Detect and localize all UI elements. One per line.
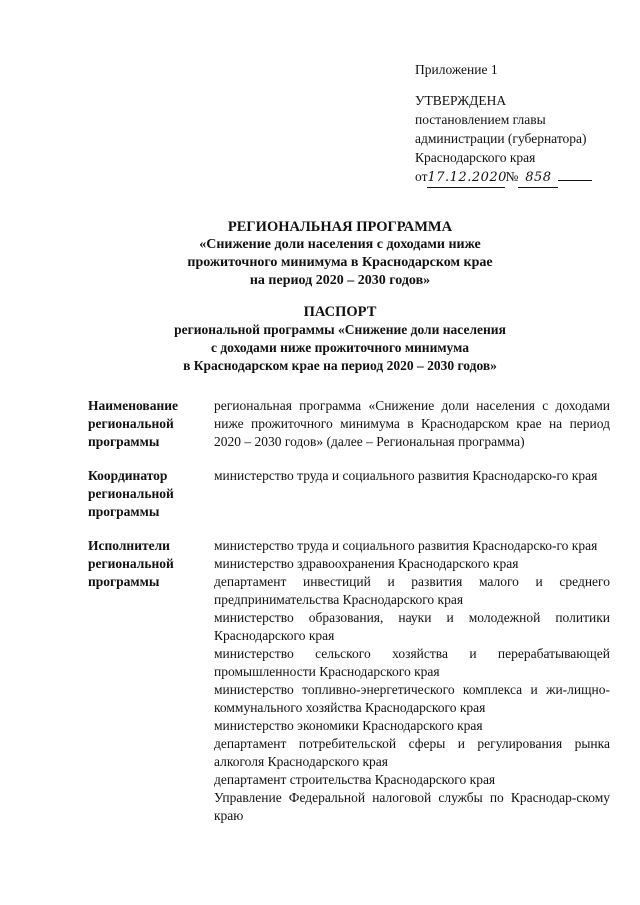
- handwritten-date: 17.12.2020: [427, 168, 505, 188]
- row-label-program-name: Наименование региональной программы: [88, 398, 178, 449]
- appendix-label: Приложение 1: [415, 62, 498, 77]
- number-underline: [558, 168, 592, 181]
- program-title: [40, 218, 640, 290]
- number-label: №: [505, 169, 519, 184]
- approval-line-3: Краснодарского края: [415, 150, 536, 165]
- executor-item: министерство образования, науки и молодежной политики Краснодарского края: [214, 610, 610, 643]
- approval-line-2: администрации (губернатора): [415, 131, 587, 146]
- executor-item: департамент инвестиций и развития малого и среднего предпринимательства Краснодарского края: [214, 574, 610, 607]
- executors-list: [206, 537, 610, 825]
- row-label-coordinator: Координатор региональной программы: [88, 468, 174, 519]
- executor-item: министерство труда и социального развития Краснодарско-го края: [214, 538, 598, 553]
- passport-sub-line-2: с доходами ниже прожиточного минимума: [210, 340, 469, 355]
- executor-item: департамент потребительской сферы и регулирования рынка алкоголя Краснодарского края: [214, 736, 610, 769]
- row-program-name: [88, 397, 610, 451]
- row-label-executors: Исполнители региональной программы: [88, 538, 174, 589]
- handwritten-number: 858: [518, 168, 558, 188]
- passport-table: [88, 397, 610, 841]
- executor-item: Управление Федеральной налоговой службы по Краснодар-скому краю: [214, 790, 610, 823]
- approval-block: [415, 60, 615, 188]
- program-name-line-1: «Снижение доли населения с доходами ниже: [199, 237, 481, 252]
- program-name-line-2: прожиточного минимума в Краснодарском крае: [187, 255, 493, 270]
- approval-line-1: постановлением главы: [415, 112, 546, 127]
- row-coordinator: [88, 467, 610, 521]
- executor-item: министерство топливно-энергетического комплекса и жи-лищно-коммунального хозяйства Краснодарского края: [214, 682, 610, 715]
- passport-title: [40, 303, 640, 375]
- executor-item: министерство сельского хозяйства и перерабатывающей промышленности Краснодарского края: [214, 646, 610, 679]
- program-heading: РЕГИОНАЛЬНАЯ ПРОГРАММА: [227, 219, 453, 235]
- program-name-line-3: на период 2020 – 2030 годов»: [249, 273, 431, 288]
- passport-sub-line-1: региональной программы «Снижение доли населения: [174, 322, 506, 337]
- executor-item: министерство здравоохранения Краснодарского края: [214, 556, 519, 571]
- row-value-coordinator: министерство труда и социального развития Краснодарско-го края: [214, 468, 598, 483]
- decree-date-number: [415, 167, 615, 188]
- executor-item: департамент строительства Краснодарского края: [214, 772, 496, 787]
- row-value-program-name: региональная программа «Снижение доли населения с доходами ниже прожиточного минимума в Краснодарском крае на период 2020 – 2030 годов» (далее – Региональная программа): [214, 398, 610, 449]
- from-label: от: [415, 169, 428, 184]
- passport-heading: ПАСПОРТ: [303, 304, 377, 320]
- executor-item: министерство экономики Краснодарского края: [214, 718, 483, 733]
- approved-label: УТВЕРЖДЕНА: [415, 93, 507, 108]
- row-executors: [88, 537, 610, 825]
- passport-sub-line-3: в Краснодарском крае на период 2020 – 2030 годов»: [183, 358, 497, 373]
